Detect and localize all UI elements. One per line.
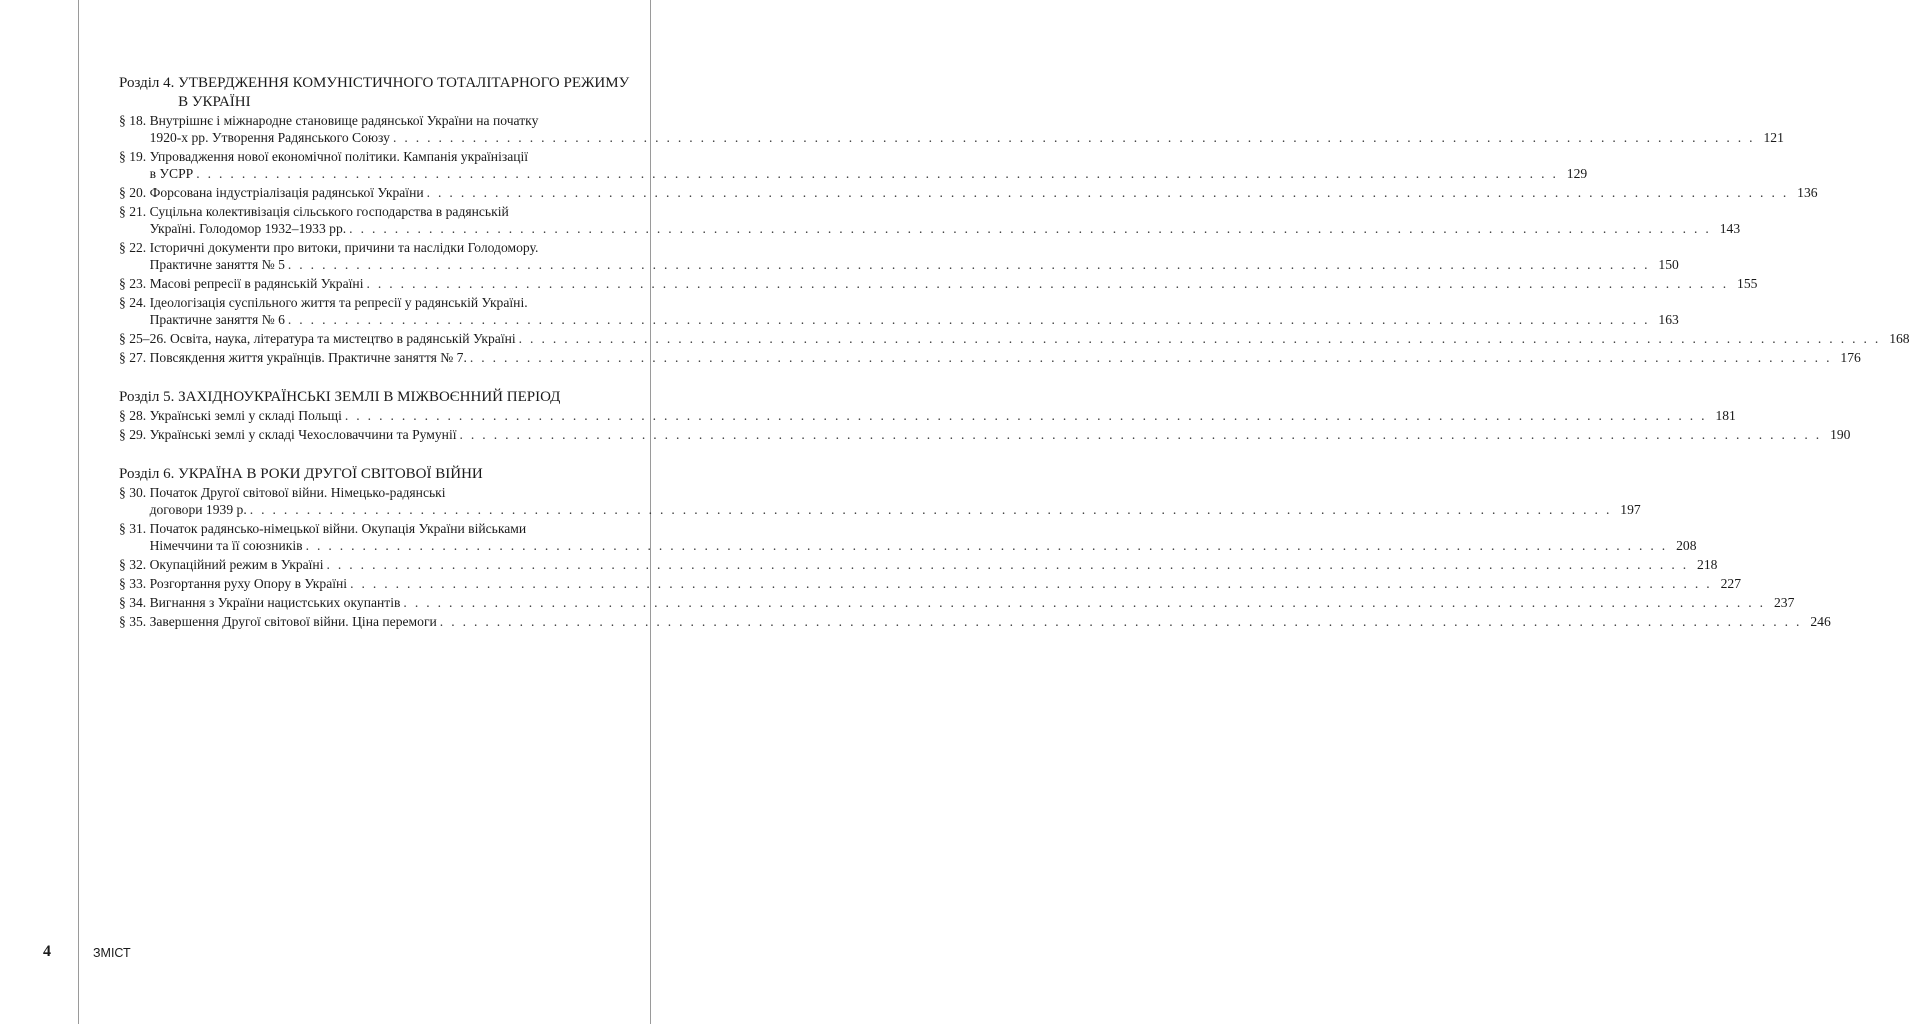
dot-leader: . . . . . . . . . . . . . . . . . . . . . . . . . . . . . . . . . . . . . . . . . . . . . . . . . . . . . . . . . . . . . . . . . . . . . . . . . . . . . . . . . . . . . . . . . . . . . . . . . . . . . . . . . . . . . . . . . . . . . . . . xyxy=(287,257,1650,272)
paragraph-number: § 22. xyxy=(119,240,147,255)
toc-entry[interactable] xyxy=(119,349,1861,366)
entry-page-number: 168 xyxy=(1889,331,1910,346)
entry-page-number: 208 xyxy=(1676,538,1697,553)
toc-entry[interactable] xyxy=(119,330,1910,347)
entry-page-number: 150 xyxy=(1658,257,1679,272)
toc-entry[interactable] xyxy=(119,294,1679,328)
toc-section xyxy=(119,74,1910,366)
entry-title: Українські землі у складі Польщі xyxy=(149,408,342,423)
paragraph-number: § 19. xyxy=(119,149,147,164)
toc-entry[interactable] xyxy=(119,484,1641,518)
paragraph-number: § 20. xyxy=(119,185,147,200)
toc-entry[interactable] xyxy=(119,112,1784,146)
dot-leader: . . . . . . . . . . . . . . . . . . . . . . . . . . . . . . . . . . . . . . . . . . . . . . . . . . . . . . . . . . . . . . . . . . . . . . . . . . . . . . . . . . . . . . . . . . . . . . . . . . . . . . . . . . . . . . . . . . . . . . . . xyxy=(344,408,1707,423)
dot-leader: . . . . . . . . . . . . . . . . . . . . . . . . . . . . . . . . . . . . . . . . . . . . . . . . . . . . . . . . . . . . . . . . . . . . . . . . . . . . . . . . . . . . . . . . . . . . . . . . . . . . . . . . . . . . . . . . . . . . . . . . xyxy=(392,130,1755,145)
toc-entry[interactable] xyxy=(119,239,1679,273)
toc-entry[interactable] xyxy=(119,407,1736,424)
dot-leader: . . . . . . . . . . . . . . . . . . . . . . . . . . . . . . . . . . . . . . . . . . . . . . . . . . . . . . . . . . . . . . . . . . . . . . . . . . . . . . . . . . . . . . . . . . . . . . . . . . . . . . . . . . . . . . . . . . . . . . . . xyxy=(350,576,1713,591)
dot-leader: . . . . . . . . . . . . . . . . . . . . . . . . . . . . . . . . . . . . . . . . . . . . . . . . . . . . . . . . . . . . . . . . . . . . . . . . . . . . . . . . . . . . . . . . . . . . . . . . . . . . . . . . . . . . . . . . . . . . . . . . xyxy=(366,276,1729,291)
entry-title-line: Ідеологізація суспільного життя та репресії у радянській Україні. xyxy=(149,295,528,310)
entry-page-number: 197 xyxy=(1620,502,1641,517)
toc-entry[interactable] xyxy=(119,556,1718,573)
paragraph-number: § 32. xyxy=(119,557,147,572)
table-of-contents xyxy=(119,74,1910,652)
entry-page-number: 237 xyxy=(1773,595,1795,610)
entry-title-line: Упровадження нової економічної політики. Кампанія українізації xyxy=(149,149,529,164)
entry-title: Практичне заняття № 6 xyxy=(149,312,285,327)
paragraph-number: § 23. xyxy=(119,276,147,291)
paragraph-number: § 33. xyxy=(119,576,147,591)
dot-leader: . . . . . . . . . . . . . . . . . . . . . . . . . . . . . . . . . . . . . . . . . . . . . . . . . . . . . . . . . . . . . . . . . . . . . . . . . . . . . . . . . . . . . . . . . . . . . . . . . . . . . . . . . . . . . . . . . . . . . . . . xyxy=(403,595,1766,610)
entry-title: Німеччини та її союзників xyxy=(149,538,303,553)
dot-leader: . . . . . . . . . . . . . . . . . . . . . . . . . . . . . . . . . . . . . . . . . . . . . . . . . . . . . . . . . . . . . . . . . . . . . . . . . . . . . . . . . . . . . . . . . . . . . . . . . . . . . . . . . . . . . . . . . . . . . . . . xyxy=(469,350,1832,365)
entry-title: Практичне заняття № 5 xyxy=(149,257,285,272)
toc-entry[interactable] xyxy=(119,575,1742,592)
entry-title: Масові репресії в радянській Україні xyxy=(149,276,364,291)
section-heading xyxy=(119,388,634,407)
entry-title: Українські землі у складі Чехословаччини та Румунії xyxy=(149,427,457,442)
toc-section xyxy=(119,465,1831,630)
entry-title: Форсована індустріалізація радянської України xyxy=(149,185,424,200)
entry-page-number: 218 xyxy=(1697,557,1718,572)
entry-title: Розгортання руху Опору в Україні xyxy=(149,576,348,591)
entry-page-number: 227 xyxy=(1720,576,1742,591)
entry-page-number: 176 xyxy=(1840,350,1861,365)
toc-section xyxy=(119,388,1851,443)
entry-page-number: 155 xyxy=(1737,276,1758,291)
left-margin-rule xyxy=(78,0,79,1024)
toc-entry[interactable] xyxy=(119,520,1697,554)
entry-title-line: Внутрішнє і міжнародне становище радянської України на початку xyxy=(149,113,539,128)
entry-title: 1920-х рр. Утворення Радянського Союзу xyxy=(149,130,390,145)
section-label: Розділ 4. xyxy=(119,75,175,91)
entry-page-number: 163 xyxy=(1658,312,1679,327)
dot-leader: . . . . . . . . . . . . . . . . . . . . . . . . . . . . . . . . . . . . . . . . . . . . . . . . . . . . . . . . . . . . . . . . . . . . . . . . . . . . . . . . . . . . . . . . . . . . . . . . . . . . . . . . . . . . . . . . . . . . . . . . xyxy=(439,614,1802,629)
toc-entry[interactable] xyxy=(119,613,1831,630)
dot-leader: . . . . . . . . . . . . . . . . . . . . . . . . . . . . . . . . . . . . . . . . . . . . . . . . . . . . . . . . . . . . . . . . . . . . . . . . . . . . . . . . . . . . . . . . . . . . . . . . . . . . . . . . . . . . . . . . . . . . . . . . xyxy=(518,331,1881,346)
dot-leader: . . . . . . . . . . . . . . . . . . . . . . . . . . . . . . . . . . . . . . . . . . . . . . . . . . . . . . . . . . . . . . . . . . . . . . . . . . . . . . . . . . . . . . . . . . . . . . . . . . . . . . . . . . . . . . . . . . . . . . . . xyxy=(326,557,1689,572)
section-heading xyxy=(119,74,634,112)
entry-title-line: Суцільна колективізація сільського господарства в радянській xyxy=(149,204,509,219)
entry-page-number: 246 xyxy=(1810,614,1831,629)
entry-title: Повсякдення життя українців. Практичне заняття № 7. xyxy=(149,350,467,365)
entry-page-number: 181 xyxy=(1715,408,1736,423)
paragraph-number: § 30. xyxy=(119,485,147,500)
section-label: Розділ 5. xyxy=(119,389,175,405)
paragraph-number: § 28. xyxy=(119,408,147,423)
paragraph-number: § 31. xyxy=(119,521,147,536)
toc-entry[interactable] xyxy=(119,426,1851,443)
entry-title: в УСРР xyxy=(149,166,194,181)
paragraph-number: § 29. xyxy=(119,427,147,442)
entry-title: договори 1939 р. xyxy=(149,502,247,517)
toc-entry[interactable] xyxy=(119,184,1818,201)
entry-title-line: Історичні документи про витоки, причини та наслідки Голодомору. xyxy=(149,240,539,255)
section-heading xyxy=(119,465,634,484)
toc-entry[interactable] xyxy=(119,148,1588,182)
entry-title: Окупаційний режим в Україні xyxy=(149,557,324,572)
paragraph-number: § 18. xyxy=(119,113,147,128)
dot-leader: . . . . . . . . . . . . . . . . . . . . . . . . . . . . . . . . . . . . . . . . . . . . . . . . . . . . . . . . . . . . . . . . . . . . . . . . . . . . . . . . . . . . . . . . . . . . . . . . . . . . . . . . . . . . . . . . . . . . . . . . xyxy=(196,166,1559,181)
dot-leader: . . . . . . . . . . . . . . . . . . . . . . . . . . . . . . . . . . . . . . . . . . . . . . . . . . . . . . . . . . . . . . . . . . . . . . . . . . . . . . . . . . . . . . . . . . . . . . . . . . . . . . . . . . . . . . . . . . . . . . . . xyxy=(349,221,1712,236)
paragraph-number: § 24. xyxy=(119,295,147,310)
dot-leader: . . . . . . . . . . . . . . . . . . . . . . . . . . . . . . . . . . . . . . . . . . . . . . . . . . . . . . . . . . . . . . . . . . . . . . . . . . . . . . . . . . . . . . . . . . . . . . . . . . . . . . . . . . . . . . . . . . . . . . . . xyxy=(426,185,1789,200)
paragraph-number: § 35. xyxy=(119,614,147,629)
toc-entry[interactable] xyxy=(119,594,1795,611)
dot-leader: . . . . . . . . . . . . . . . . . . . . . . . . . . . . . . . . . . . . . . . . . . . . . . . . . . . . . . . . . . . . . . . . . . . . . . . . . . . . . . . . . . . . . . . . . . . . . . . . . . . . . . . . . . . . . . . . . . . . . . . . xyxy=(249,502,1612,517)
paragraph-number: § 25–26. xyxy=(119,331,167,346)
paragraph-number: § 27. xyxy=(119,350,147,365)
entry-title-line: Початок радянсько-німецької війни. Окупація України військами xyxy=(149,521,527,536)
running-title: ЗМІСТ xyxy=(93,946,131,960)
entry-title-line: Початок Другої світової війни. Німецько-радянські xyxy=(149,485,446,500)
section-title: ЗАХІДНОУКРАЇНСЬКІ ЗЕМЛІ В МІЖВОЄННИЙ ПЕРІОД xyxy=(178,389,561,405)
toc-entry[interactable] xyxy=(119,275,1758,292)
section-title: УКРАЇНА В РОКИ ДРУГОЇ СВІТОВОЇ ВІЙНИ xyxy=(178,466,483,482)
dot-leader: . . . . . . . . . . . . . . . . . . . . . . . . . . . . . . . . . . . . . . . . . . . . . . . . . . . . . . . . . . . . . . . . . . . . . . . . . . . . . . . . . . . . . . . . . . . . . . . . . . . . . . . . . . . . . . . . . . . . . . . . xyxy=(287,312,1650,327)
paragraph-number: § 21. xyxy=(119,204,147,219)
page-number: 4 xyxy=(43,943,51,960)
entry-title: Освіта, наука, література та мистецтво в радянській Україні xyxy=(169,331,516,346)
entry-page-number: 143 xyxy=(1719,221,1741,236)
paragraph-number: § 34. xyxy=(119,595,147,610)
entry-title: Вигнання з України нацистських окупантів xyxy=(149,595,401,610)
section-title: УТВЕРДЖЕННЯ КОМУНІСТИЧНОГО ТОТАЛІТАРНОГО РЕЖИМУ В УКРАЇНІ xyxy=(178,75,630,110)
entry-page-number: 136 xyxy=(1797,185,1818,200)
dot-leader: . . . . . . . . . . . . . . . . . . . . . . . . . . . . . . . . . . . . . . . . . . . . . . . . . . . . . . . . . . . . . . . . . . . . . . . . . . . . . . . . . . . . . . . . . . . . . . . . . . . . . . . . . . . . . . . . . . . . . . . . xyxy=(305,538,1668,553)
entry-page-number: 190 xyxy=(1830,427,1851,442)
entry-title: Завершення Другої світової війни. Ціна перемоги xyxy=(149,614,437,629)
toc-entry[interactable] xyxy=(119,203,1741,237)
entry-title: Україні. Голодомор 1932–1933 рр. xyxy=(149,221,347,236)
section-label: Розділ 6. xyxy=(119,466,175,482)
entry-page-number: 129 xyxy=(1566,166,1588,181)
entry-page-number: 121 xyxy=(1763,130,1784,145)
dot-leader: . . . . . . . . . . . . . . . . . . . . . . . . . . . . . . . . . . . . . . . . . . . . . . . . . . . . . . . . . . . . . . . . . . . . . . . . . . . . . . . . . . . . . . . . . . . . . . . . . . . . . . . . . . . . . . . . . . . . . . . . xyxy=(459,427,1822,442)
